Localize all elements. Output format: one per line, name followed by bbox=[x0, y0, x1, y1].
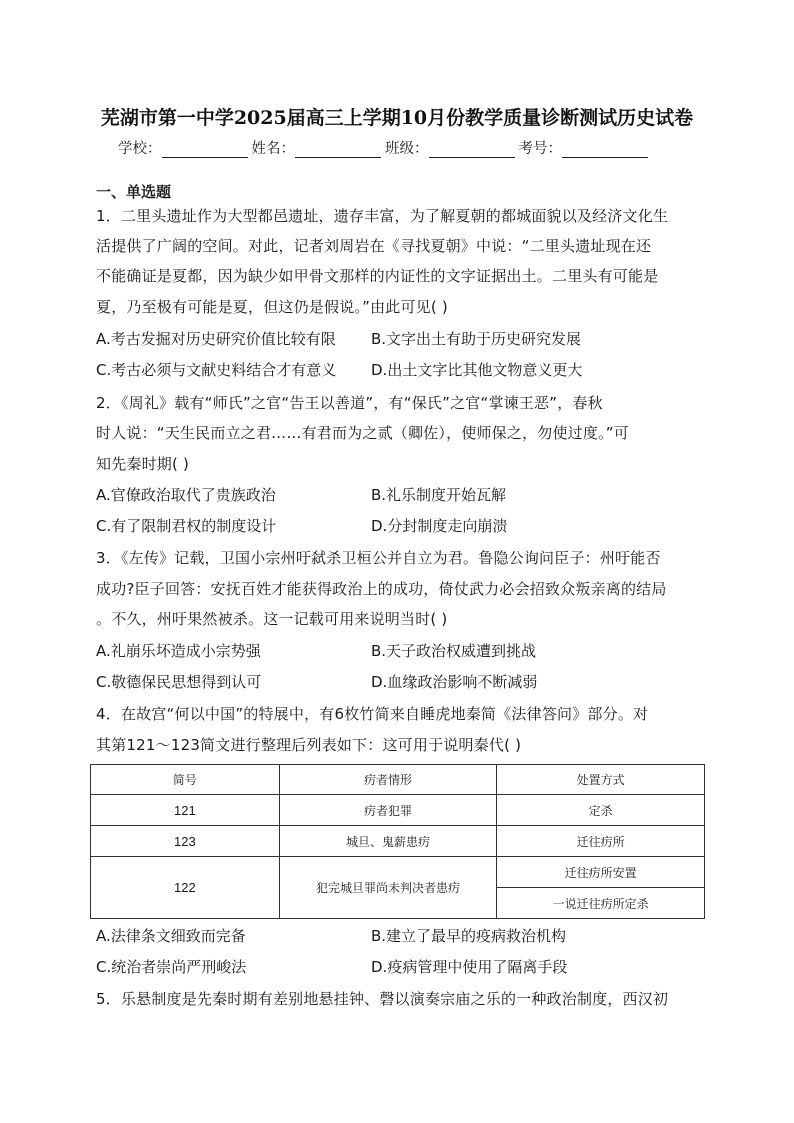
q3-option-c: C.敬德保民思想得到认可 bbox=[96, 673, 262, 691]
q3-option-a: A.礼崩乐坏造成小宗势强 bbox=[96, 642, 261, 660]
q4-option-d: D.疫病管理中使用了隔离手段 bbox=[371, 958, 568, 976]
table-cell-case: 城旦、鬼薪患疠 bbox=[279, 826, 497, 857]
table-cell-num: 122 bbox=[91, 857, 280, 919]
q2-line: 知先秦时期( ) bbox=[96, 455, 190, 473]
q2-option-b: B.礼乐制度开始瓦解 bbox=[371, 486, 507, 504]
q1-option-d: D.出土文字比其他文物意义更大 bbox=[371, 361, 583, 379]
q4-line: 其第121～123简文进行整理后列表如下：这可用于说明秦代( ) bbox=[96, 736, 522, 754]
q3-line: 。不久，州吁果然被杀。这一记载可用来说明当时( ) bbox=[96, 610, 448, 628]
q4-table bbox=[90, 764, 705, 919]
table-cell-num: 121 bbox=[91, 795, 280, 826]
table-row bbox=[91, 857, 705, 888]
q1-line: 1．二里头遗址作为大型都邑遗址，遗存丰富，为了解夏朝的都城面貌以及经济文化生 bbox=[96, 207, 669, 225]
table-header-cell: 简号 bbox=[91, 765, 280, 795]
q1-option-b: B.文字出土有助于历史研究发展 bbox=[371, 330, 582, 348]
q1-option-a: A.考古发掘对历史研究价值比较有限 bbox=[96, 330, 336, 348]
q1-line: 夏，乃至极有可能是夏，但这仍是假说。”由此可见( ) bbox=[96, 298, 448, 316]
table-cell-action: 迁往疠所安置 bbox=[497, 857, 705, 888]
school-blank bbox=[162, 143, 248, 158]
q3-option-b: B.天子政治权威遭到挑战 bbox=[371, 642, 537, 660]
q2-option-c: C.有了限制君权的制度设计 bbox=[96, 517, 277, 535]
table-row bbox=[91, 795, 705, 826]
table-row bbox=[91, 826, 705, 857]
class-blank bbox=[429, 143, 515, 158]
table-cell-action: 一说迁往疠所定杀 bbox=[497, 888, 705, 919]
q4-option-c: C.统治者崇尚严刑峻法 bbox=[96, 958, 247, 976]
table-cell-action: 定杀 bbox=[497, 795, 705, 826]
exam-no-blank bbox=[562, 143, 648, 158]
table-cell-action: 迁往疠所 bbox=[497, 826, 705, 857]
name-blank bbox=[295, 143, 381, 158]
q1-line: 不能确证是夏都，因为缺少如甲骨文那样的内证性的文字证据出土。二里头有可能是 bbox=[96, 267, 659, 285]
name-label: 姓名： bbox=[251, 141, 295, 157]
table-cell-case: 疠者犯罪 bbox=[279, 795, 497, 826]
q2-option-a: A.官僚政治取代了贵族政治 bbox=[96, 486, 276, 504]
student-info-line bbox=[118, 137, 652, 158]
q4-option-a: A.法律条文细致而完备 bbox=[96, 927, 246, 945]
q1-line: 活提供了广阔的空间。对此，记者刘周岩在《寻找夏朝》中说：“二里头遗址现在还 bbox=[96, 237, 652, 255]
q2-line: 时人说：“天生民而立之君……有君而为之贰（卿佐），使师保之，勿使过度。”可 bbox=[96, 424, 629, 442]
q3-line: 成功?臣子回答：安抚百姓才能获得政治上的成功，倚仗武力必会招致众叛亲离的结局 bbox=[96, 580, 667, 598]
school-label: 学校： bbox=[118, 141, 162, 157]
class-label: 班级： bbox=[385, 141, 429, 157]
table-header-row bbox=[91, 765, 705, 795]
table-header-cell: 疠者情形 bbox=[279, 765, 497, 795]
q5-line: 5．乐悬制度是先秦时期有差别地悬挂钟、磬以演奏宗庙之乐的一种政治制度，西汉初 bbox=[96, 990, 669, 1008]
table-cell-case: 犯完城旦罪尚未判决者患疠 bbox=[279, 857, 497, 919]
q3-option-d: D.血缘政治影响不断减弱 bbox=[371, 673, 538, 691]
exam-title: 芜湖市第一中学2025届高三上学期10月份教学质量诊断测试历史试卷 bbox=[100, 107, 694, 129]
q4-option-b: B.建立了最早的疫病救治机构 bbox=[371, 927, 567, 945]
q2-option-d: D.分封制度走向崩溃 bbox=[371, 517, 508, 535]
table-cell-num: 123 bbox=[91, 826, 280, 857]
table-header-cell: 处置方式 bbox=[497, 765, 705, 795]
q1-option-c: C.考古必须与文献史料结合才有意义 bbox=[96, 361, 337, 379]
exam-no-label: 考号： bbox=[518, 141, 562, 157]
q3-line: 3．《左传》记载，卫国小宗州吁弑杀卫桓公并自立为君。鲁隐公询问臣子：州吁能否 bbox=[96, 549, 661, 567]
q4-line: 4．在故宫“何以中国”的特展中，有6枚竹简来自睡虎地秦简《法律答问》部分。对 bbox=[96, 705, 649, 723]
section-heading: 一、单选题 bbox=[96, 183, 172, 201]
q2-line: 2．《周礼》载有“师氏”之官“告王以善道”，有“保氏”之官“掌谏王恶”，春秋 bbox=[96, 394, 603, 412]
